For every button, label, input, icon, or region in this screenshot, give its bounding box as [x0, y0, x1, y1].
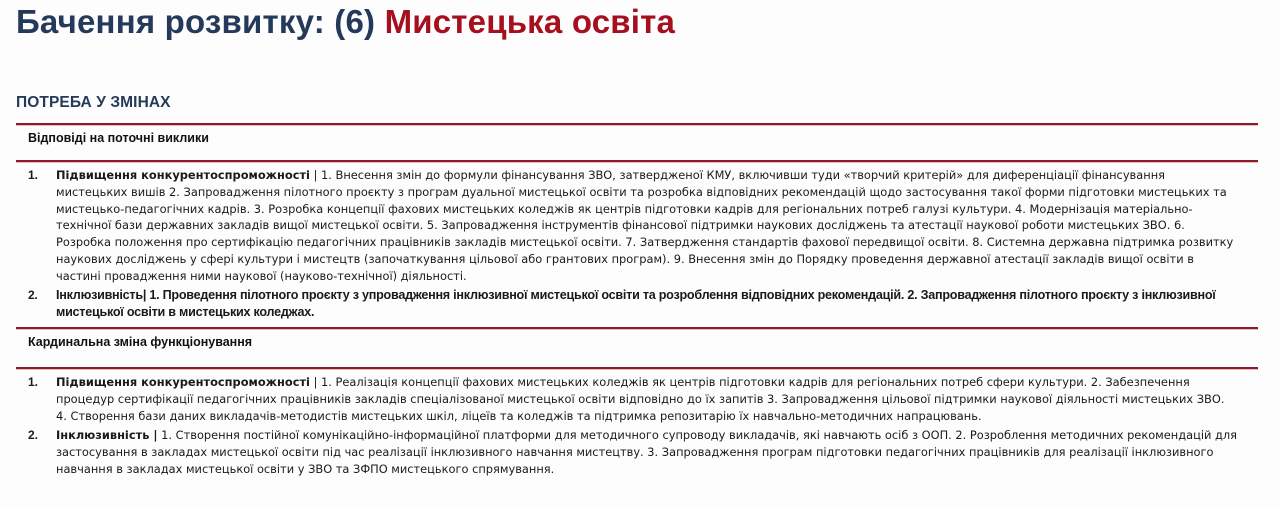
item-text: | 1. Проведення пілотного проєкту з упровадження інклюзивної мистецької освіти та розроблення відповідних рекомендацій. 2. Запровадження пілотного проєкту з інклюзивної мистецької освіти в мистецьких коледжах.	[56, 287, 1216, 319]
item-lead: Інклюзивність	[56, 287, 143, 302]
section-heading: ПОТРЕБА У ЗМІНАХ	[16, 94, 171, 111]
item-text: | 1. Реалізація концепції фахових мистецьких коледжів як центрів підготовки кадрів для регіональних потреб сфери культури. 2. Забезпечення процедур сертифікації педагогічних працівників закладів спеціалізованої мистецької освіти відповідно до їх запитів 3. Запровадження цільової підтримки наукової діяльності мистецьких ЗВО. 4. Створення бази даних викладачів-методистів мистецьких шкіл, ліцеїв та коледжів та підтримка репозитарію їх навчально-методичних напрацювань.	[56, 375, 1225, 423]
page-title	[16, 0, 675, 44]
divider	[16, 367, 1258, 369]
page-title-main: Бачення розвитку: (6)	[16, 3, 385, 40]
block-list	[28, 374, 1238, 478]
item-number: 1.	[28, 168, 39, 182]
list-item	[28, 427, 1238, 477]
list-item	[28, 287, 1238, 321]
item-number: 2.	[28, 428, 39, 443]
divider	[16, 160, 1258, 162]
list-item	[28, 374, 1238, 424]
block-list	[28, 167, 1238, 321]
item-lead: Інклюзивність |	[56, 428, 158, 443]
item-number: 2.	[28, 287, 38, 302]
item-number: 1.	[28, 375, 39, 389]
list-item	[28, 167, 1238, 285]
item-text: | 1. Внесення змін до формули фінансування ЗВО, затвердженої КМУ, включивши туди «творчий критерій» для диференціації фінансування мистецьких вишів 2. Запровадження пілотного проєкту з програм дуальної мистецької освіти та розробка відповідних рекомендацій щодо застосування такої форми підготовки мистецьких та мистецько-педагогічних кадрів. 3. Розробка концепції фахових мистецьких коледжів як центрів підготовки кадрів для регіональних потреб галузі культури. 4. Модернізація матеріально-технічної бази державних закладів вищої мистецької освіти. 5. Запровадження інструментів фінансової підтримки наукових досліджень та атестації наукової роботи мистецьких ЗВО. 6. Розробка положення про сертифікацію педагогічних працівників закладів мистецької освіти. 7. Затвердження стандартів фахової передвищої освіти. 8. Системна державна підтримка розвитку наукових досліджень у сфері культури і мистецтв (започаткування цільової або грантових програм). 9. Внесення змін до Порядку проведення державної атестації закладів вищої освіти в частині провадження ними наукової (науково-технічної) діяльності.	[56, 168, 1234, 283]
block-subheading: Відповіді на поточні виклики	[28, 131, 209, 145]
item-lead: Підвищення конкурентоспроможності	[56, 375, 310, 389]
page-title-accent: Мистецька освіта	[384, 3, 676, 40]
block-subheading: Кардинальна зміна функціонування	[28, 335, 253, 349]
item-lead: Підвищення конкурентоспроможності	[56, 168, 310, 182]
divider	[16, 123, 1258, 125]
divider	[16, 327, 1258, 329]
item-text: 1. Створення постійної комунікаційно-інформаційної платформи для методичного супроводу викладачів, які навчають осіб з ООП. 2. Розроблення методичних рекомендацій для застосування в закладах мистецької освіти під час реалізації інклюзивного навчання мистецтву. 3. Запровадження програм підготовки педагогічних працівників для реалізації інклюзивного навчання в закладах мистецької освіти у ЗВО та ЗФПО мистецького спрямування.	[56, 428, 1238, 476]
